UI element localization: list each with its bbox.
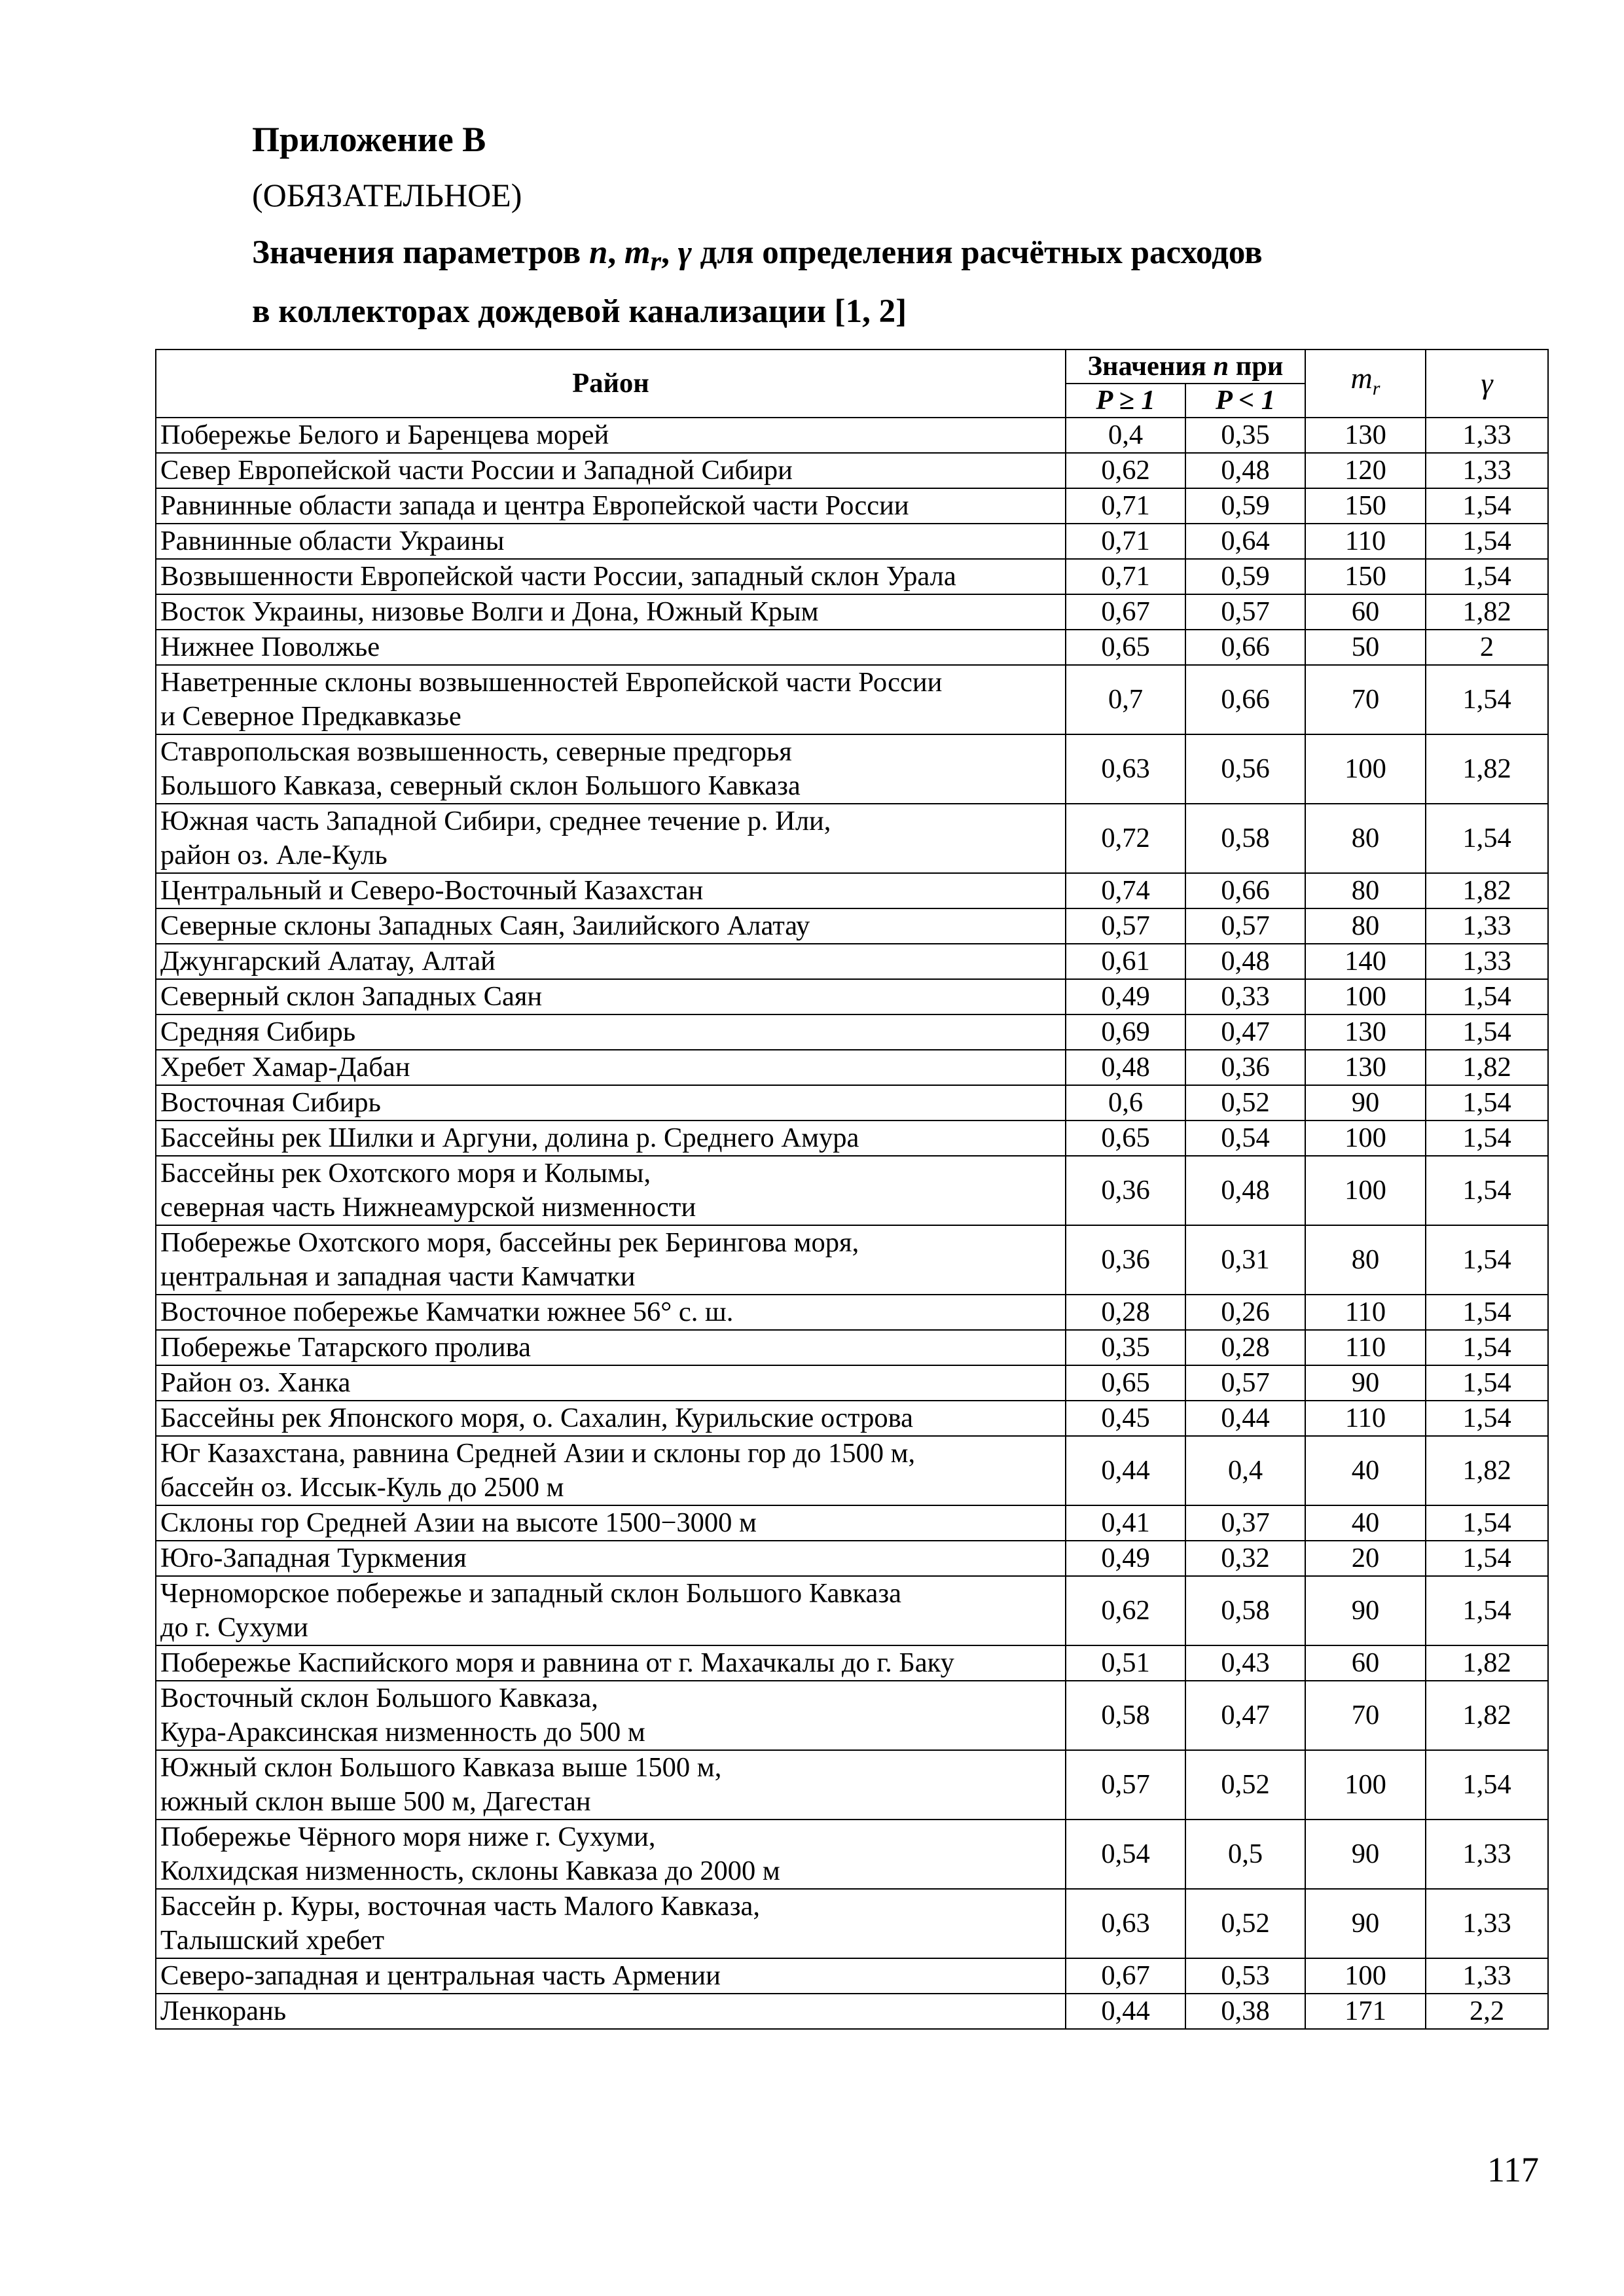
n-p-lt-1-cell: 0,57 bbox=[1185, 908, 1305, 944]
header-gamma: γ bbox=[1426, 350, 1548, 418]
n-p-lt-1-cell: 0,4 bbox=[1185, 1436, 1305, 1505]
gamma-cell: 1,54 bbox=[1426, 1330, 1548, 1365]
param-m-main: m bbox=[624, 234, 651, 271]
title-text-start: Значения параметров bbox=[252, 234, 589, 271]
region-line: район оз. Але-Куль bbox=[160, 840, 388, 870]
n-p-lt-1-cell: 0,56 bbox=[1185, 734, 1305, 804]
region-line: Северный склон Западных Саян bbox=[160, 981, 543, 1012]
mr-cell: 90 bbox=[1305, 1576, 1426, 1645]
region-cell bbox=[156, 873, 1066, 908]
table-row bbox=[156, 1436, 1548, 1505]
table-row bbox=[156, 559, 1548, 594]
n-p-lt-1-cell: 0,28 bbox=[1185, 1330, 1305, 1365]
gamma-cell: 1,82 bbox=[1426, 734, 1548, 804]
region-cell bbox=[156, 1330, 1066, 1365]
region-cell bbox=[156, 979, 1066, 1014]
region-line: Южный склон Большого Кавказа выше 1500 м, bbox=[160, 1752, 722, 1783]
mr-cell: 90 bbox=[1305, 1889, 1426, 1958]
region-cell bbox=[156, 665, 1066, 734]
n-p-ge-1-cell: 0,57 bbox=[1066, 1750, 1185, 1820]
title-sep-2: , bbox=[661, 234, 678, 271]
n-p-ge-1-cell: 0,67 bbox=[1066, 1958, 1185, 1994]
region-line: Побережье Охотского моря, бассейны рек Берингова моря, bbox=[160, 1227, 859, 1258]
n-p-lt-1-cell: 0,66 bbox=[1185, 665, 1305, 734]
region-line: Восточная Сибирь bbox=[160, 1087, 381, 1118]
region-cell bbox=[156, 1994, 1066, 2029]
n-p-ge-1-cell: 0,36 bbox=[1066, 1225, 1185, 1295]
n-p-lt-1-cell: 0,52 bbox=[1185, 1750, 1305, 1820]
header-p-lt-1: P < 1 bbox=[1185, 384, 1305, 418]
region-line: Ленкорань bbox=[160, 1996, 287, 2026]
n-p-lt-1-cell: 0,36 bbox=[1185, 1050, 1305, 1085]
n-p-ge-1-cell: 0,49 bbox=[1066, 979, 1185, 1014]
n-p-ge-1-cell: 0,63 bbox=[1066, 734, 1185, 804]
n-p-ge-1-cell: 0,62 bbox=[1066, 453, 1185, 488]
table-row bbox=[156, 908, 1548, 944]
region-cell bbox=[156, 418, 1066, 453]
table-row bbox=[156, 453, 1548, 488]
region-line: Ставропольская возвышенность, северные предгорья bbox=[160, 736, 792, 767]
n-p-ge-1-cell: 0,57 bbox=[1066, 908, 1185, 944]
gamma-cell: 1,82 bbox=[1426, 1681, 1548, 1750]
region-cell bbox=[156, 1820, 1066, 1889]
region-line: Побережье Татарского пролива bbox=[160, 1332, 531, 1363]
region-line: Джунгарский Алатау, Алтай bbox=[160, 946, 496, 977]
n-p-lt-1-cell: 0,58 bbox=[1185, 1576, 1305, 1645]
n-p-lt-1-cell: 0,35 bbox=[1185, 418, 1305, 453]
n-p-ge-1-cell: 0,45 bbox=[1066, 1401, 1185, 1436]
region-cell bbox=[156, 630, 1066, 665]
header-n-values bbox=[1066, 350, 1305, 384]
mr-cell: 80 bbox=[1305, 873, 1426, 908]
gamma-cell: 1,54 bbox=[1426, 1014, 1548, 1050]
region-line: Восточный склон Большого Кавказа, bbox=[160, 1683, 598, 1713]
n-p-lt-1-cell: 0,64 bbox=[1185, 524, 1305, 559]
n-p-lt-1-cell: 0,54 bbox=[1185, 1121, 1305, 1156]
region-line: Склоны гор Средней Азии на высоте 1500−3000 м bbox=[160, 1507, 757, 1538]
table-row bbox=[156, 1330, 1548, 1365]
gamma-cell: 2 bbox=[1426, 630, 1548, 665]
mr-cell: 80 bbox=[1305, 1225, 1426, 1295]
n-p-lt-1-cell: 0,38 bbox=[1185, 1994, 1305, 2029]
gamma-cell: 1,33 bbox=[1426, 1820, 1548, 1889]
n-p-ge-1-cell: 0,49 bbox=[1066, 1541, 1185, 1576]
n-p-ge-1-cell: 0,72 bbox=[1066, 804, 1185, 873]
n-p-lt-1-cell: 0,58 bbox=[1185, 804, 1305, 873]
n-p-lt-1-cell: 0,52 bbox=[1185, 1085, 1305, 1121]
region-line: и Северное Предкавказье bbox=[160, 701, 461, 732]
gamma-cell: 1,54 bbox=[1426, 804, 1548, 873]
mr-cell: 90 bbox=[1305, 1365, 1426, 1401]
n-p-ge-1-cell: 0,65 bbox=[1066, 1121, 1185, 1156]
n-p-ge-1-cell: 0,51 bbox=[1066, 1645, 1185, 1681]
region-line: северная часть Нижнеамурской низменности bbox=[160, 1192, 696, 1223]
header-n-prefix: Значения bbox=[1087, 351, 1214, 382]
n-p-ge-1-cell: 0,62 bbox=[1066, 1576, 1185, 1645]
table-row bbox=[156, 418, 1548, 453]
n-p-ge-1-cell: 0,65 bbox=[1066, 630, 1185, 665]
n-p-ge-1-cell: 0,6 bbox=[1066, 1085, 1185, 1121]
region-cell bbox=[156, 1645, 1066, 1681]
table-row bbox=[156, 1225, 1548, 1295]
region-line: бассейн оз. Иссык-Куль до 2500 м bbox=[160, 1472, 564, 1503]
gamma-cell: 1,54 bbox=[1426, 1576, 1548, 1645]
parameters-table bbox=[155, 349, 1549, 2030]
mr-cell: 110 bbox=[1305, 1330, 1426, 1365]
mr-cell: 171 bbox=[1305, 1994, 1426, 2029]
region-line: Южная часть Западной Сибири, среднее течение р. Или, bbox=[160, 806, 831, 836]
table-row bbox=[156, 873, 1548, 908]
n-p-lt-1-cell: 0,44 bbox=[1185, 1401, 1305, 1436]
region-cell bbox=[156, 1156, 1066, 1225]
table-row bbox=[156, 524, 1548, 559]
n-p-ge-1-cell: 0,28 bbox=[1066, 1295, 1185, 1330]
n-p-lt-1-cell: 0,47 bbox=[1185, 1681, 1305, 1750]
mr-cell: 150 bbox=[1305, 559, 1426, 594]
n-p-lt-1-cell: 0,33 bbox=[1185, 979, 1305, 1014]
region-cell bbox=[156, 488, 1066, 524]
gamma-cell: 1,33 bbox=[1426, 418, 1548, 453]
table-row bbox=[156, 1085, 1548, 1121]
region-line: центральная и западная части Камчатки bbox=[160, 1261, 636, 1292]
n-p-lt-1-cell: 0,53 bbox=[1185, 1958, 1305, 1994]
table-row bbox=[156, 1750, 1548, 1820]
gamma-cell: 1,54 bbox=[1426, 559, 1548, 594]
gamma-cell: 1,54 bbox=[1426, 1156, 1548, 1225]
gamma-cell: 1,33 bbox=[1426, 908, 1548, 944]
n-p-ge-1-cell: 0,58 bbox=[1066, 1681, 1185, 1750]
region-cell bbox=[156, 1085, 1066, 1121]
n-p-ge-1-cell: 0,67 bbox=[1066, 594, 1185, 630]
n-p-ge-1-cell: 0,36 bbox=[1066, 1156, 1185, 1225]
table-header bbox=[156, 350, 1548, 418]
n-p-ge-1-cell: 0,63 bbox=[1066, 1889, 1185, 1958]
param-n: n bbox=[588, 234, 608, 271]
mr-cell: 120 bbox=[1305, 453, 1426, 488]
gamma-cell: 1,82 bbox=[1426, 1645, 1548, 1681]
n-p-lt-1-cell: 0,57 bbox=[1185, 1365, 1305, 1401]
region-line: Бассейны рек Японского моря, о. Сахалин, Курильские острова bbox=[160, 1403, 914, 1433]
param-m-sub: r bbox=[650, 246, 662, 278]
region-line: южный склон выше 500 м, Дагестан bbox=[160, 1786, 591, 1817]
gamma-cell: 1,54 bbox=[1426, 1401, 1548, 1436]
gamma-cell: 1,54 bbox=[1426, 1121, 1548, 1156]
gamma-cell: 1,54 bbox=[1426, 1541, 1548, 1576]
mr-cell: 130 bbox=[1305, 418, 1426, 453]
region-cell bbox=[156, 1576, 1066, 1645]
region-line: Нижнее Поволжье bbox=[160, 632, 380, 662]
gamma-cell: 1,54 bbox=[1426, 524, 1548, 559]
region-cell bbox=[156, 1225, 1066, 1295]
region-line: Равнинные области запада и центра Европейской части России bbox=[160, 490, 909, 521]
region-cell bbox=[156, 1750, 1066, 1820]
mr-cell: 40 bbox=[1305, 1436, 1426, 1505]
n-p-lt-1-cell: 0,47 bbox=[1185, 1014, 1305, 1050]
table-row bbox=[156, 804, 1548, 873]
header-n-suffix: при bbox=[1229, 351, 1284, 382]
n-p-ge-1-cell: 0,41 bbox=[1066, 1505, 1185, 1541]
region-cell bbox=[156, 594, 1066, 630]
n-p-lt-1-cell: 0,26 bbox=[1185, 1295, 1305, 1330]
mr-cell: 100 bbox=[1305, 1958, 1426, 1994]
mr-cell: 150 bbox=[1305, 488, 1426, 524]
mr-cell: 60 bbox=[1305, 594, 1426, 630]
n-p-ge-1-cell: 0,71 bbox=[1066, 559, 1185, 594]
param-gamma: γ bbox=[677, 234, 692, 271]
table-row bbox=[156, 734, 1548, 804]
n-p-lt-1-cell: 0,66 bbox=[1185, 873, 1305, 908]
region-line: Наветренные склоны возвышенностей Европейской части России bbox=[160, 667, 943, 698]
n-p-lt-1-cell: 0,32 bbox=[1185, 1541, 1305, 1576]
mr-cell: 130 bbox=[1305, 1050, 1426, 1085]
table-row bbox=[156, 594, 1548, 630]
region-line: Большого Кавказа, северный склон Большого Кавказа bbox=[160, 770, 801, 801]
n-p-ge-1-cell: 0,7 bbox=[1066, 665, 1185, 734]
table-row bbox=[156, 665, 1548, 734]
header-p-ge-1: P ≥ 1 bbox=[1066, 384, 1185, 418]
mr-cell: 70 bbox=[1305, 665, 1426, 734]
region-line: Побережье Каспийского моря и равнина от г. Махачкалы до г. Баку bbox=[160, 1647, 954, 1678]
n-p-lt-1-cell: 0,5 bbox=[1185, 1820, 1305, 1889]
n-p-lt-1-cell: 0,59 bbox=[1185, 559, 1305, 594]
table-row bbox=[156, 1505, 1548, 1541]
mr-cell: 40 bbox=[1305, 1505, 1426, 1541]
region-line: Средняя Сибирь bbox=[160, 1016, 356, 1047]
mr-cell: 110 bbox=[1305, 524, 1426, 559]
gamma-cell: 1,33 bbox=[1426, 1889, 1548, 1958]
appendix-status: (ОБЯЗАТЕЛЬНОЕ) bbox=[252, 177, 522, 213]
gamma-cell: 1,82 bbox=[1426, 873, 1548, 908]
mr-cell: 100 bbox=[1305, 1156, 1426, 1225]
gamma-cell: 1,82 bbox=[1426, 1050, 1548, 1085]
region-cell bbox=[156, 734, 1066, 804]
n-p-lt-1-cell: 0,66 bbox=[1185, 630, 1305, 665]
region-line: Хребет Хамар-Дабан bbox=[160, 1052, 410, 1083]
table-row bbox=[156, 630, 1548, 665]
n-p-lt-1-cell: 0,31 bbox=[1185, 1225, 1305, 1295]
region-cell bbox=[156, 1121, 1066, 1156]
region-cell bbox=[156, 804, 1066, 873]
gamma-cell: 1,82 bbox=[1426, 594, 1548, 630]
region-line: Возвышенности Европейской части России, западный склон Урала bbox=[160, 561, 956, 592]
mr-cell: 100 bbox=[1305, 1121, 1426, 1156]
region-cell bbox=[156, 1505, 1066, 1541]
table-row bbox=[156, 1156, 1548, 1225]
mr-cell: 100 bbox=[1305, 1750, 1426, 1820]
n-p-ge-1-cell: 0,54 bbox=[1066, 1820, 1185, 1889]
region-line: Черноморское побережье и западный склон Большого Кавказа bbox=[160, 1578, 902, 1609]
gamma-cell: 1,54 bbox=[1426, 979, 1548, 1014]
mr-cell: 100 bbox=[1305, 734, 1426, 804]
region-line: Район оз. Ханка bbox=[160, 1367, 351, 1398]
gamma-cell: 1,54 bbox=[1426, 665, 1548, 734]
region-cell bbox=[156, 1958, 1066, 1994]
table-row bbox=[156, 1401, 1548, 1436]
region-cell bbox=[156, 559, 1066, 594]
n-p-lt-1-cell: 0,57 bbox=[1185, 594, 1305, 630]
header-mr bbox=[1305, 350, 1426, 418]
mr-cell: 140 bbox=[1305, 944, 1426, 979]
region-cell bbox=[156, 1014, 1066, 1050]
table-row bbox=[156, 488, 1548, 524]
region-cell bbox=[156, 453, 1066, 488]
table-row bbox=[156, 1958, 1548, 1994]
n-p-ge-1-cell: 0,48 bbox=[1066, 1050, 1185, 1085]
n-p-ge-1-cell: 0,71 bbox=[1066, 488, 1185, 524]
table-body bbox=[156, 418, 1548, 2029]
region-line: Побережье Белого и Баренцева морей bbox=[160, 420, 609, 450]
table-row bbox=[156, 1541, 1548, 1576]
n-p-lt-1-cell: 0,43 bbox=[1185, 1645, 1305, 1681]
gamma-cell: 1,54 bbox=[1426, 1225, 1548, 1295]
mr-cell: 110 bbox=[1305, 1401, 1426, 1436]
n-p-ge-1-cell: 0,74 bbox=[1066, 873, 1185, 908]
region-line: Бассейны рек Шилки и Аргуни, долина р. Среднего Амура bbox=[160, 1122, 859, 1153]
region-cell bbox=[156, 944, 1066, 979]
table-row bbox=[156, 1820, 1548, 1889]
mr-cell: 80 bbox=[1305, 804, 1426, 873]
n-p-ge-1-cell: 0,35 bbox=[1066, 1330, 1185, 1365]
region-line: Кура-Араксинская низменность до 500 м bbox=[160, 1717, 645, 1748]
table-row bbox=[156, 944, 1548, 979]
table-row bbox=[156, 1994, 1548, 2029]
n-p-ge-1-cell: 0,65 bbox=[1066, 1365, 1185, 1401]
mr-cell: 90 bbox=[1305, 1820, 1426, 1889]
n-p-lt-1-cell: 0,52 bbox=[1185, 1889, 1305, 1958]
region-line: Побережье Чёрного моря ниже г. Сухуми, bbox=[160, 1821, 656, 1852]
n-p-ge-1-cell: 0,4 bbox=[1066, 418, 1185, 453]
mr-cell: 70 bbox=[1305, 1681, 1426, 1750]
table-row bbox=[156, 1681, 1548, 1750]
table-title-line1 bbox=[252, 236, 1263, 276]
region-line: Талышский хребет bbox=[160, 1925, 385, 1956]
mr-cell: 100 bbox=[1305, 979, 1426, 1014]
n-p-lt-1-cell: 0,48 bbox=[1185, 1156, 1305, 1225]
n-p-ge-1-cell: 0,44 bbox=[1066, 1436, 1185, 1505]
gamma-cell: 1,54 bbox=[1426, 488, 1548, 524]
header-n-symbol: n bbox=[1213, 351, 1229, 382]
region-line: Центральный и Северо-Восточный Казахстан bbox=[160, 875, 704, 906]
region-cell bbox=[156, 1436, 1066, 1505]
table-row bbox=[156, 979, 1548, 1014]
table-row bbox=[156, 1889, 1548, 1958]
gamma-cell: 1,54 bbox=[1426, 1750, 1548, 1820]
table-row bbox=[156, 1645, 1548, 1681]
gamma-cell: 1,33 bbox=[1426, 453, 1548, 488]
region-line: до г. Сухуми bbox=[160, 1612, 308, 1643]
n-p-lt-1-cell: 0,59 bbox=[1185, 488, 1305, 524]
gamma-cell: 1,54 bbox=[1426, 1505, 1548, 1541]
gamma-cell: 2,2 bbox=[1426, 1994, 1548, 2029]
region-cell bbox=[156, 1889, 1066, 1958]
region-line: Север Европейской части России и Западной Сибири bbox=[160, 455, 793, 486]
n-p-ge-1-cell: 0,71 bbox=[1066, 524, 1185, 559]
region-cell bbox=[156, 1295, 1066, 1330]
table-title-line2: в коллекторах дождевой канализации [1, 2] bbox=[252, 293, 907, 330]
header-row-1 bbox=[156, 350, 1548, 384]
mr-cell: 90 bbox=[1305, 1085, 1426, 1121]
mr-cell: 60 bbox=[1305, 1645, 1426, 1681]
table-row bbox=[156, 1365, 1548, 1401]
region-line: Восток Украины, низовье Волги и Дона, Южный Крым bbox=[160, 596, 819, 627]
region-line: Бассейны рек Охотского моря и Колымы, bbox=[160, 1158, 651, 1189]
param-m bbox=[624, 234, 662, 278]
region-cell bbox=[156, 1541, 1066, 1576]
page-number: 117 bbox=[1487, 2150, 1539, 2189]
gamma-cell: 1,54 bbox=[1426, 1085, 1548, 1121]
n-p-lt-1-cell: 0,48 bbox=[1185, 944, 1305, 979]
table-row bbox=[156, 1121, 1548, 1156]
n-p-lt-1-cell: 0,48 bbox=[1185, 453, 1305, 488]
title-text-end: для определения расчётных расходов bbox=[691, 234, 1263, 271]
mr-cell: 50 bbox=[1305, 630, 1426, 665]
region-cell bbox=[156, 1681, 1066, 1750]
region-line: Северо-западная и центральная часть Армении bbox=[160, 1960, 721, 1991]
region-line: Северные склоны Западных Саян, Заилийского Алатау bbox=[160, 910, 810, 941]
table-row bbox=[156, 1050, 1548, 1085]
region-cell bbox=[156, 1401, 1066, 1436]
header-region: Район bbox=[156, 350, 1066, 418]
region-line: Восточное побережье Камчатки южнее 56° с. ш. bbox=[160, 1297, 734, 1327]
mr-cell: 20 bbox=[1305, 1541, 1426, 1576]
table-row bbox=[156, 1295, 1548, 1330]
region-line: Юго-Западная Туркмения bbox=[160, 1543, 467, 1573]
region-line: Юг Казахстана, равнина Средней Азии и склоны гор до 1500 м, bbox=[160, 1438, 916, 1469]
header-mr-sub: r bbox=[1372, 378, 1380, 400]
gamma-cell: 1,33 bbox=[1426, 1958, 1548, 1994]
gamma-cell: 1,54 bbox=[1426, 1365, 1548, 1401]
region-line: Бассейн р. Куры, восточная часть Малого Кавказа, bbox=[160, 1891, 760, 1922]
n-p-lt-1-cell: 0,37 bbox=[1185, 1505, 1305, 1541]
mr-cell: 110 bbox=[1305, 1295, 1426, 1330]
table-row bbox=[156, 1576, 1548, 1645]
region-cell bbox=[156, 1050, 1066, 1085]
region-cell bbox=[156, 908, 1066, 944]
mr-cell: 80 bbox=[1305, 908, 1426, 944]
region-line: Равнинные области Украины bbox=[160, 526, 505, 556]
title-sep-1: , bbox=[607, 234, 624, 271]
header-mr-main: m bbox=[1350, 361, 1373, 395]
n-p-ge-1-cell: 0,69 bbox=[1066, 1014, 1185, 1050]
mr-cell: 130 bbox=[1305, 1014, 1426, 1050]
region-cell bbox=[156, 524, 1066, 559]
region-cell bbox=[156, 1365, 1066, 1401]
gamma-cell: 1,33 bbox=[1426, 944, 1548, 979]
n-p-ge-1-cell: 0,61 bbox=[1066, 944, 1185, 979]
gamma-cell: 1,82 bbox=[1426, 1436, 1548, 1505]
region-line: Колхидская низменность, склоны Кавказа до 2000 м bbox=[160, 1856, 780, 1886]
appendix-title: Приложение В bbox=[252, 120, 486, 159]
table-row bbox=[156, 1014, 1548, 1050]
n-p-ge-1-cell: 0,44 bbox=[1066, 1994, 1185, 2029]
gamma-cell: 1,54 bbox=[1426, 1295, 1548, 1330]
